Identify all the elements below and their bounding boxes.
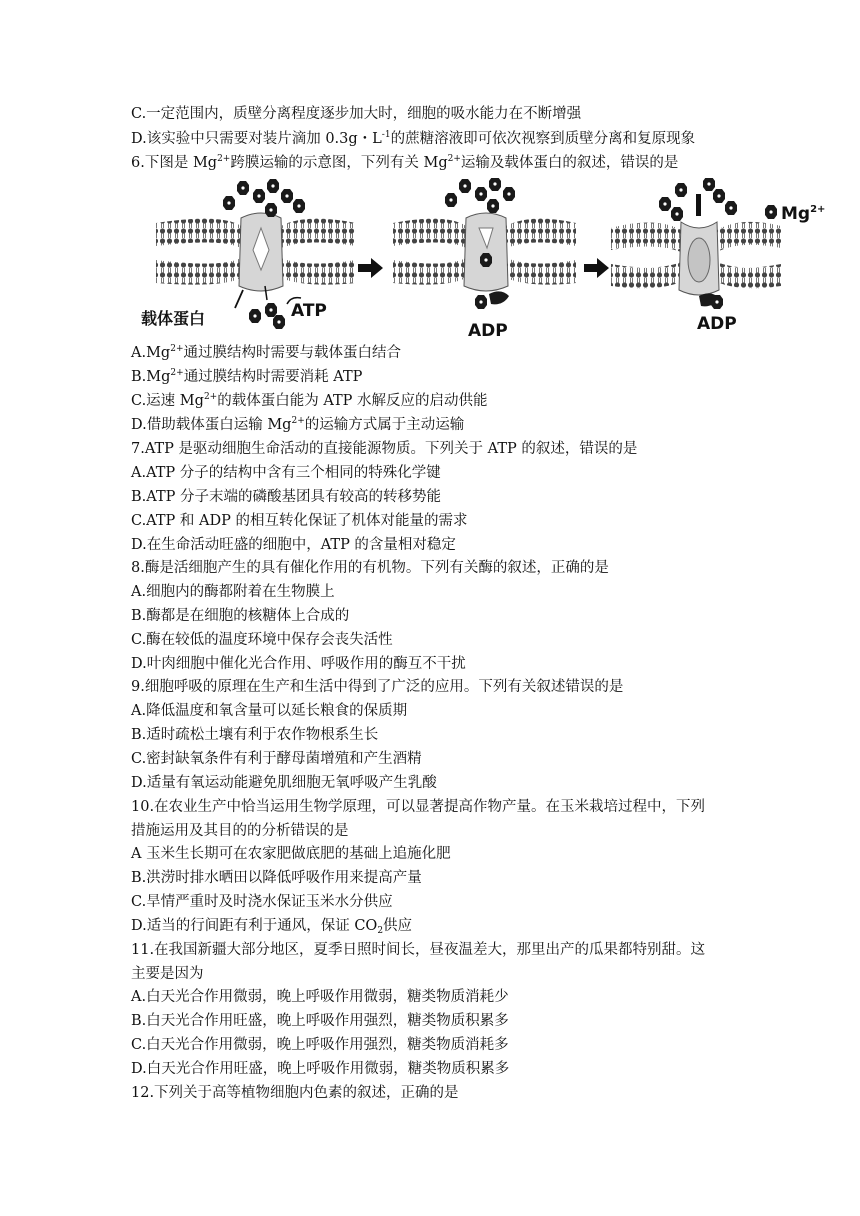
q6-option-d: D.借助载体蛋白运输 $Mg^{2+}$的运输方式属于主动运输	[131, 416, 465, 433]
q10-option-a: A 玉米生长期可在农家肥做底肥的基础上追施化肥	[131, 846, 451, 862]
q6-option-b: $B.Mg^{2+}$通过膜结构时需要消耗 ATP	[131, 368, 363, 385]
carrier-protein-2	[464, 213, 508, 291]
q11-option-b: B.白天光合作用旺盛，晚上呼吸作用强烈，糖类物质积累多	[131, 1013, 509, 1029]
q8-option-c: C.酶在较低的温度环境中保存会丧失活性	[131, 632, 393, 648]
carrier-protein-label: 载体蛋白	[141, 309, 206, 328]
q8-option-a: A.细胞内的酶都附着在生物膜上	[131, 584, 335, 600]
question-8: 8.酶是活细胞产生的具有催化作用的有机物。下列有关酶的叙述，正确的是	[131, 560, 609, 576]
q11-option-d: D.白天光合作用旺盛，晚上呼吸作用微弱，糖类物质积累多	[131, 1061, 510, 1077]
mg-legend-label: $Mg^{2+}$	[781, 204, 826, 224]
q8-option-d: D.叶肉细胞中催化光合作用、呼吸作用的酶互不干扰	[131, 656, 466, 672]
q10-option-b: B.洪涝时排水晒田以降低呼吸作用来提高产量	[131, 870, 422, 886]
q9-option-d: D.适量有氧运动能避免肌细胞无氧呼吸产生乳酸	[131, 775, 437, 791]
q7-option-a: A.ATP 分子的结构中含有三个相同的特殊化学键	[131, 465, 441, 481]
q10-option-c: C.旱情严重时及时浇水保证玉米水分供应	[131, 894, 393, 910]
mg-transport-figure	[131, 178, 831, 338]
question-6: 6.下图是 $Mg^{2+}$跨膜运输的示意图，下列有关 $Mg^{2+}$运输及载体蛋白的叙述，错误的是	[131, 154, 679, 171]
arrow-2	[584, 258, 609, 278]
membrane-left-upper	[156, 219, 241, 248]
question-11-cont: 主要是因为	[131, 966, 204, 982]
adp-label-2: ADP	[697, 314, 737, 334]
membrane-left-lower	[156, 258, 241, 285]
atp-label: ATP	[291, 301, 327, 321]
question-12: 12.下列关于高等植物细胞内色素的叙述，正确的是	[131, 1085, 459, 1101]
panel-2	[393, 178, 576, 338]
question-10: 10.在农业生产中恰当运用生物学原理，可以显著提高作物产量。在玉米栽培过程中，下列	[131, 799, 706, 815]
option-5c: C.一定范围内，质壁分离程度逐步加大时，细胞的吸水能力在不断增强	[131, 106, 582, 122]
upward-arrow	[696, 194, 701, 216]
option-5d: D.该实验中只需要对装片滴加 0.3g・$L^{-1}$的蔗糖溶液即可依次视察到质壁分离和复原现象	[131, 130, 696, 147]
arrow-1	[358, 258, 383, 278]
q10-option-d: D.适当的行间距有利于通风，保证 $CO_2$供应	[131, 918, 413, 936]
q9-option-c: C.密封缺氧条件有利于酵母菌增殖和产生酒精	[131, 751, 422, 767]
q11-option-a: A.白天光合作用微弱，晚上呼吸作用微弱，糖类物质消耗少	[131, 989, 509, 1005]
membrane-right-lower	[281, 258, 356, 285]
membrane-right-upper	[281, 219, 356, 248]
q6-option-a: $A.Mg^{2+}$通过膜结构时需要与载体蛋白结合	[131, 344, 401, 361]
q7-option-d: D.在生命活动旺盛的细胞中，ATP 的含量相对稳定	[131, 537, 456, 553]
carrier-pointer	[235, 290, 243, 308]
q9-option-a: A.降低温度和氧含量可以延长粮食的保质期	[131, 703, 408, 719]
q7-option-b: B.ATP 分子末端的磷酸基团具有较高的转移势能	[131, 489, 441, 505]
mg-transport-diagram	[131, 178, 831, 338]
q6-option-c: C.运速 $Mg^{2+}$的载体蛋白能为 ATP 水解反应的启动供能	[131, 392, 488, 409]
q9-option-b: B.适时疏松土壤有利于农作物根系生长	[131, 727, 379, 743]
panel-1	[141, 179, 356, 329]
question-9: 9.细胞呼吸的原理在生产和生活中得到了广泛的应用。下列有关叙述错误的是	[131, 679, 624, 695]
question-10-cont: 措施运用及其目的的分析错误的是	[131, 823, 349, 839]
panel-3	[611, 178, 825, 334]
q7-option-c: C.ATP 和 ADP 的相互转化保证了机体对能量的需求	[131, 513, 468, 529]
q8-option-b: B.酶都是在细胞的核糖体上合成的	[131, 608, 350, 624]
q11-option-c: C.白天光合作用微弱，晚上呼吸作用强烈，糖类物质消耗多	[131, 1037, 509, 1053]
question-11: 11.在我国新疆大部分地区，夏季日照时间长，昼夜温差大，那里出产的瓜果都特别甜。这	[131, 942, 706, 958]
adp-label-1: ADP	[468, 321, 508, 338]
question-7: 7.ATP 是驱动细胞生命活动的直接能源物质。下列关于 ATP 的叙述，错误的是	[131, 441, 638, 457]
